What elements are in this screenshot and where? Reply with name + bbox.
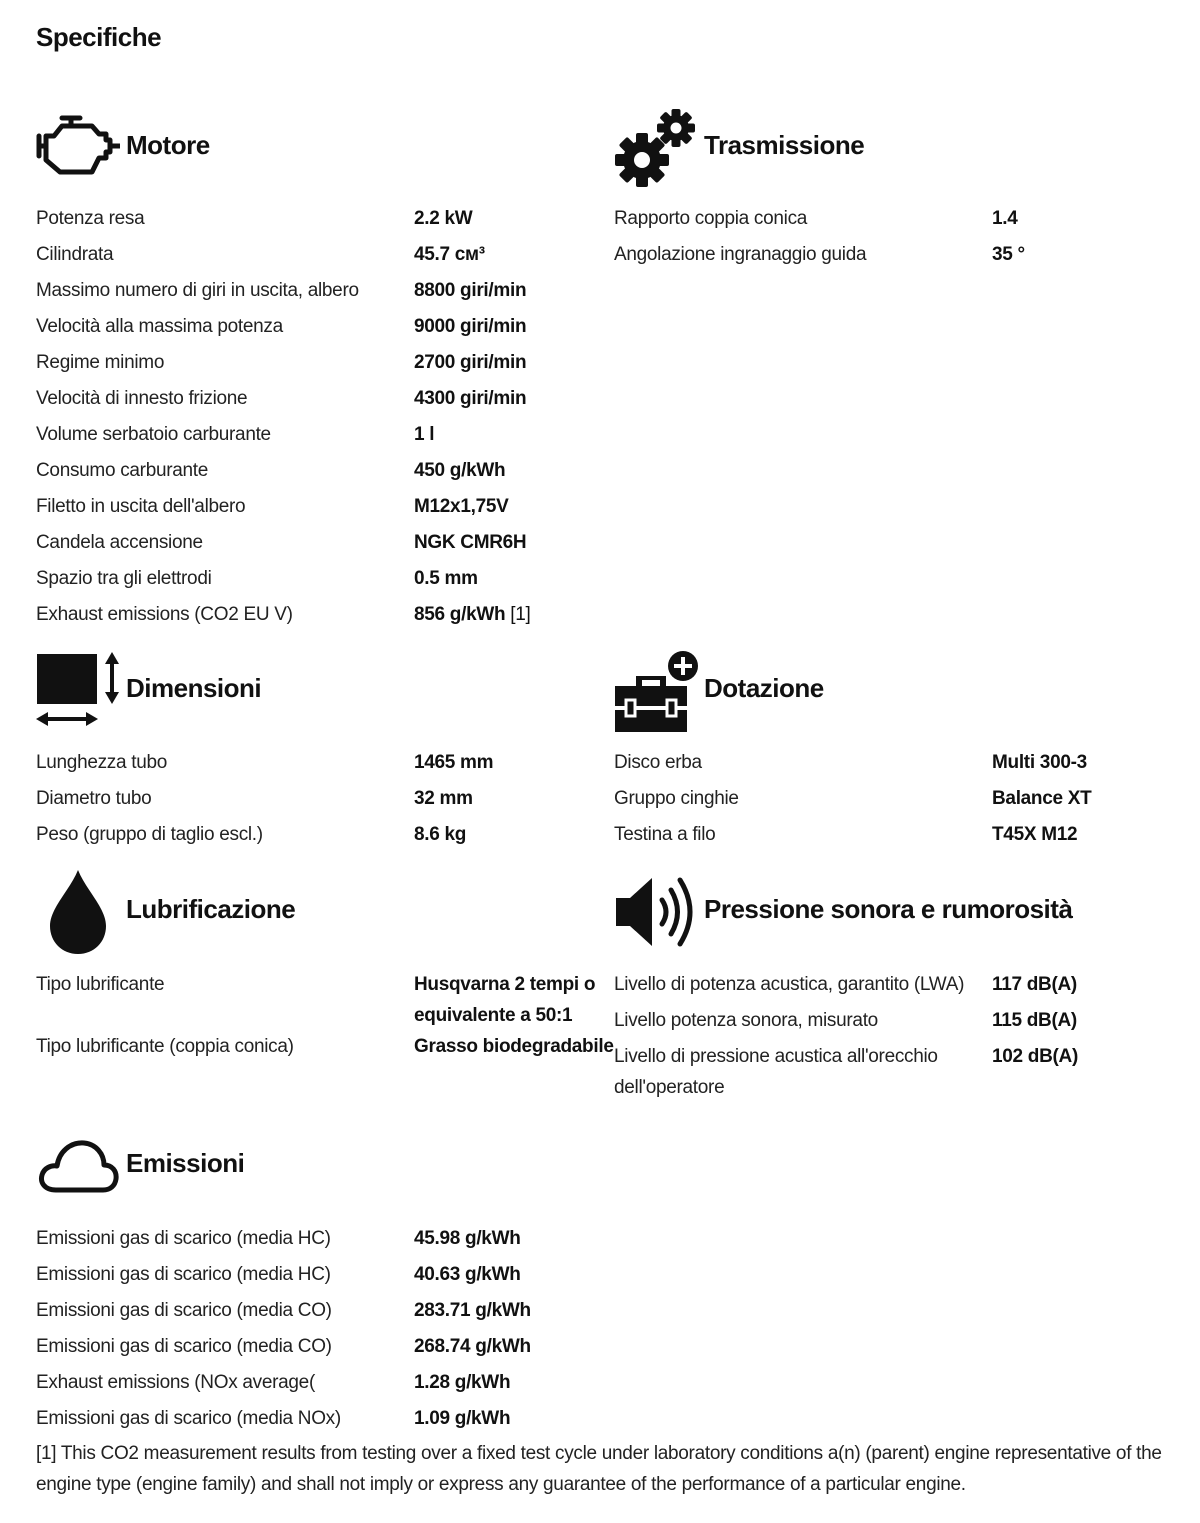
spec-label: Gruppo cinghie bbox=[614, 788, 739, 809]
footnote: [1] This CO2 measurement results from testing over a fixed test cycle under laboratory conditions a(n) (parent) engine representative of the engine type (engine family) and shall not imply or express any guarantee of the performance of a particular engine. bbox=[36, 1443, 1162, 1495]
spec-value: T45X M12 bbox=[992, 824, 1078, 845]
section-title: Emissioni bbox=[126, 1148, 245, 1178]
spec-value: Balance XT bbox=[992, 788, 1092, 809]
spec-label: Tipo lubrificante bbox=[36, 974, 165, 995]
spec-label: Regime minimo bbox=[36, 352, 165, 373]
section-title: Dotazione bbox=[704, 673, 824, 703]
spec-label: Velocità alla massima potenza bbox=[36, 316, 283, 337]
spec-value: 35 ° bbox=[992, 244, 1025, 265]
cloud-icon bbox=[36, 1134, 122, 1205]
spec-label: Consumo carburante bbox=[36, 460, 209, 481]
spec-value: 8.6 kg bbox=[414, 824, 467, 845]
spec-label: Emissioni gas di scarico (media NOx) bbox=[36, 1408, 341, 1429]
spec-label: Volume serbatoio carburante bbox=[36, 424, 271, 445]
spec-label: Candela accensione bbox=[36, 532, 203, 553]
engine-icon bbox=[36, 112, 122, 183]
spec-value: 1.4 bbox=[992, 208, 1018, 229]
spec-value: 1465 mm bbox=[414, 752, 494, 773]
spec-label: Tipo lubrificante (coppia conica) bbox=[36, 1036, 294, 1057]
spec-value: 115 dB(A) bbox=[992, 1010, 1077, 1031]
spec-value: Grasso biodegradabile bbox=[414, 1036, 614, 1057]
spec-value: 268.74 g/kWh bbox=[414, 1336, 531, 1357]
section-title: Pressione sonora e rumorosità bbox=[704, 894, 1073, 924]
spec-value: 1 l bbox=[414, 424, 435, 445]
oil-drop-icon bbox=[36, 868, 122, 963]
gears-icon bbox=[614, 106, 700, 195]
dimensions-icon bbox=[36, 650, 122, 735]
section-title: Dimensioni bbox=[126, 673, 262, 703]
spec-label: Livello di potenza acustica, garantito (LWA) bbox=[614, 974, 965, 995]
spec-label: Peso (gruppo di taglio escl.) bbox=[36, 824, 263, 845]
spec-label: Velocità di innesto frizione bbox=[36, 388, 248, 409]
toolbox-icon bbox=[614, 650, 700, 739]
section-title: Motore bbox=[126, 130, 210, 160]
spec-label: Rapporto coppia conica bbox=[614, 208, 808, 229]
spec-value: 45.7 cм³ bbox=[414, 244, 485, 265]
spec-label: Exhaust emissions (NOx average( bbox=[36, 1372, 315, 1393]
spec-label: Emissioni gas di scarico (media CO) bbox=[36, 1336, 332, 1357]
spec-value: 2.2 kW bbox=[414, 208, 473, 229]
spec-label: Angolazione ingranaggio guida bbox=[614, 244, 867, 265]
spec-label: Spazio tra gli elettrodi bbox=[36, 568, 212, 589]
spec-label: Filetto in uscita dell'albero bbox=[36, 496, 246, 517]
spec-value: 1.28 g/kWh bbox=[414, 1372, 511, 1393]
spec-label: Lunghezza tubo bbox=[36, 752, 168, 773]
section-emissioni bbox=[36, 1134, 596, 1429]
page-title: Specifiche bbox=[36, 22, 162, 52]
spec-label: Disco erba bbox=[614, 752, 702, 773]
spec-value: 40.63 g/kWh bbox=[414, 1264, 521, 1285]
spec-label: Diametro tubo bbox=[36, 788, 152, 809]
spec-label: Cilindrata bbox=[36, 244, 114, 265]
section-lubrificazione bbox=[36, 868, 614, 1057]
spec-value: 8800 giri/min bbox=[414, 280, 527, 301]
spec-value: 4300 giri/min bbox=[414, 388, 527, 409]
section-motore bbox=[36, 112, 596, 625]
spec-value: 1.09 g/kWh bbox=[414, 1408, 511, 1429]
spec-label: Potenza resa bbox=[36, 208, 145, 229]
section-title: Lubrificazione bbox=[126, 894, 296, 924]
section-dimensioni bbox=[36, 650, 596, 845]
spec-label: Emissioni gas di scarico (media HC) bbox=[36, 1228, 331, 1249]
spec-value: Multi 300-3 bbox=[992, 752, 1087, 773]
spec-value: 856 g/kWh bbox=[414, 604, 506, 625]
spec-value: Husqvarna 2 tempi o equivalente a 50:1 bbox=[414, 974, 596, 1026]
spec-value: M12x1,75V bbox=[414, 496, 509, 517]
spec-label: Emissioni gas di scarico (media HC) bbox=[36, 1264, 331, 1285]
spec-value: 283.71 g/kWh bbox=[414, 1300, 531, 1321]
spec-value: 2700 giri/min bbox=[414, 352, 527, 373]
spec-label: Massimo numero di giri in uscita, albero bbox=[36, 280, 359, 301]
spec-label: Exhaust emissions (CO2 EU V) bbox=[36, 604, 293, 625]
spec-value: 9000 giri/min bbox=[414, 316, 527, 337]
spec-value: 117 dB(A) bbox=[992, 974, 1077, 995]
section-pressione-sonora bbox=[614, 874, 1174, 1098]
spec-value: 102 dB(A) bbox=[992, 1046, 1078, 1067]
spec-value: NGK CMR6H bbox=[414, 532, 527, 553]
section-trasmissione bbox=[614, 106, 1174, 265]
section-dotazione bbox=[614, 650, 1174, 845]
footnote-reference: [1] bbox=[510, 604, 531, 625]
section-title: Trasmissione bbox=[704, 130, 865, 160]
spec-value: 45.98 g/kWh bbox=[414, 1228, 521, 1249]
spec-value: 32 mm bbox=[414, 788, 473, 809]
spec-value: 450 g/kWh bbox=[414, 460, 506, 481]
spec-label: Livello potenza sonora, misurato bbox=[614, 1010, 878, 1031]
spec-label: Livello di pressione acustica all'orecchio dell'operatore bbox=[614, 1046, 938, 1098]
spec-label: Testina a filo bbox=[614, 824, 716, 845]
speaker-icon bbox=[614, 874, 700, 955]
spec-label: Emissioni gas di scarico (media CO) bbox=[36, 1300, 332, 1321]
spec-value: 0.5 mm bbox=[414, 568, 478, 589]
